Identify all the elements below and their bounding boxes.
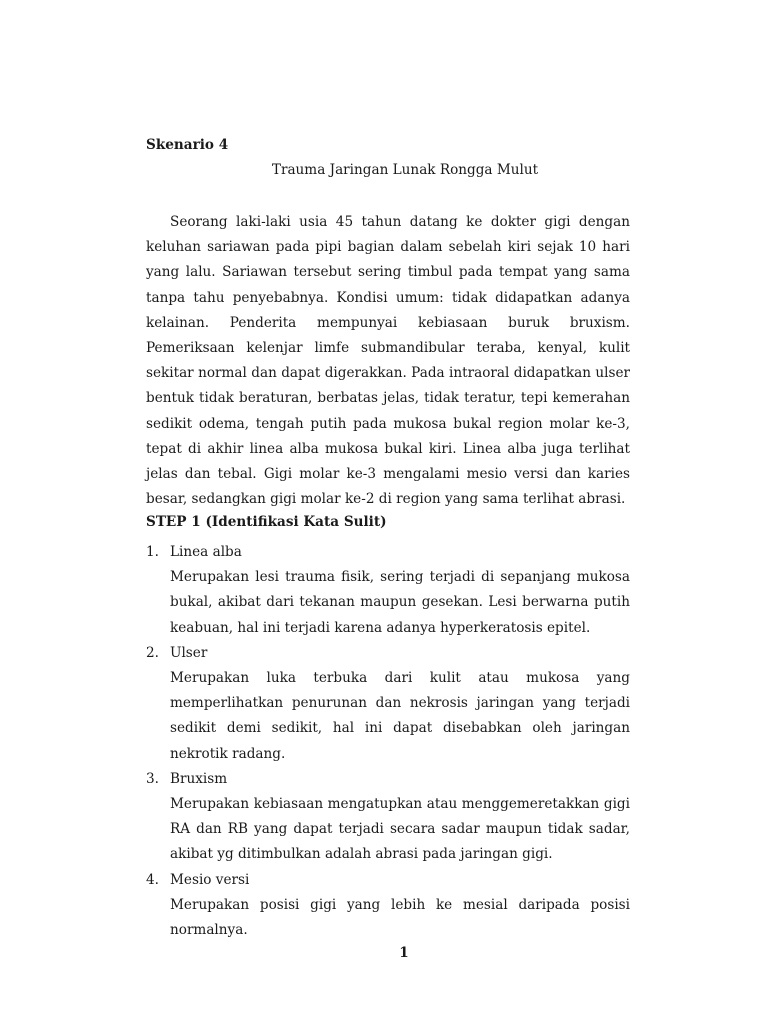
- list-item: [146, 641, 630, 767]
- list-item: [146, 868, 630, 944]
- item-description: Merupakan lesi trauma fisik, sering terjadi di sepanjang mukosa bukal, akibat dari tekanan maupun gesekan. Lesi berwarna putih keabuan, hal ini terjadi karena adanya hyperkeratosis epitel.: [170, 569, 630, 636]
- list-item: [146, 767, 630, 868]
- scenario-paragraph: Seorang laki-laki usia 45 tahun datang ke dokter gigi dengan keluhan sariawan pada pipi bagian dalam sebelah kiri sejak 10 hari yang lalu. Sariawan tersebut sering timbul pada tempat yang sama tanpa tahu penyebabnya. Kondisi umum: tidak didapatkan adanya kelainan. Penderita mempunyai kebiasaan buruk bruxism. Pemeriksaan kelenjar limfe submandibular teraba, kenyal, kulit sekitar normal dan dapat digerakkan. Pada intraoral didapatkan ulser bentuk tidak beraturan, berbatas jelas, tidak teratur, tepi kemerahan sedikit odema, tengah putih pada mukosa bukal region molar ke-3, tepat di akhir linea alba mukosa bukal kiri. Linea alba juga terlihat jelas dan tebal. Gigi molar ke-3 mengalami mesio versi dan karies besar, sedangkan gigi molar ke-2 di region yang sama terlihat abrasi.: [146, 214, 630, 508]
- page-number: 1: [399, 945, 409, 961]
- item-term: Mesio versi: [170, 871, 250, 888]
- document-title: Trauma Jaringan Lunak Rongga Mulut: [271, 162, 539, 178]
- step-heading: STEP 1 (Identifikasi Kata Sulit): [146, 514, 387, 530]
- item-number: 2.: [146, 644, 159, 661]
- item-term: Ulser: [170, 644, 208, 661]
- item-term: Linea alba: [170, 544, 242, 560]
- item-number: 3.: [146, 770, 159, 787]
- item-description: Merupakan posisi gigi yang lebih ke mesial daripada posisi normalnya.: [170, 896, 630, 938]
- term-list: [146, 540, 630, 943]
- item-number: 4.: [146, 871, 159, 888]
- scenario-heading: Skenario 4: [146, 137, 229, 153]
- item-number: 1.: [146, 544, 159, 560]
- item-description: Merupakan kebiasaan mengatupkan atau menggemeretakkan gigi RA dan RB yang dapat terjadi secara sadar maupun tidak sadar, akibat yg ditimbulkan adalah abrasi pada jaringan gigi.: [170, 795, 630, 863]
- item-term: Bruxism: [170, 770, 228, 787]
- list-item: [146, 540, 630, 641]
- item-description: Merupakan luka terbuka dari kulit atau mukosa yang memperlihatkan penurunan dan nekrosis jaringan yang terjadi sedikit demi sedikit, hal ini dapat disebabkan oleh jaringan nekrotik radang.: [170, 669, 630, 762]
